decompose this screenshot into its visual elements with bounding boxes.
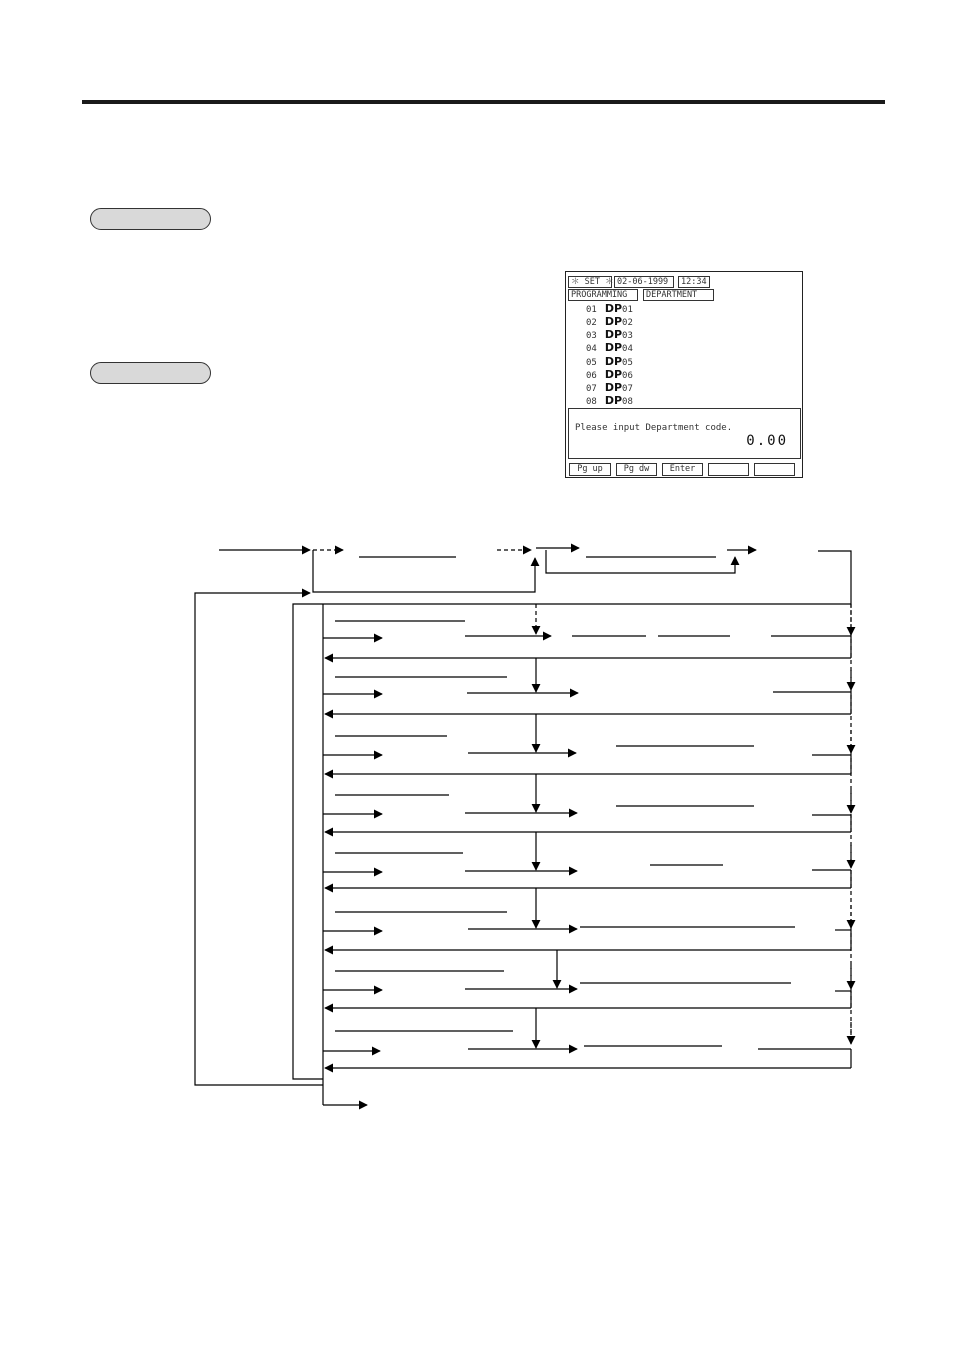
lcd-value: 0.00 <box>746 433 788 449</box>
lcd-prompt: Please input Department code. <box>575 423 733 433</box>
lcd-dept-row: 01 DP01 <box>586 302 633 315</box>
lcd-dept-row: 03 DP03 <box>586 328 633 341</box>
lcd-dept-row: 04 DP04 <box>586 341 633 354</box>
lcd-submenu-box: DEPARTMENT <box>643 289 714 301</box>
lcd-dept-row: 06 DP06 <box>586 368 633 381</box>
fkey-page-down[interactable]: Pg dw <box>616 463 657 476</box>
lcd-menu-box: PROGRAMMING <box>568 289 638 301</box>
lcd-dept-row: 08 DP08 <box>586 394 633 407</box>
lcd-dept-row: 05 DP05 <box>586 355 633 368</box>
lcd-dept-row: 02 DP02 <box>586 315 633 328</box>
lcd-mode-box: ＊ SET ＊ <box>568 276 612 288</box>
fkey-page-up[interactable]: Pg up <box>569 463 611 476</box>
lcd-time-box: 12:34 <box>678 276 710 288</box>
lcd-date-box: 02-06-1999 <box>614 276 674 288</box>
lcd-dept-row: 07 DP07 <box>586 381 633 394</box>
fkey-enter[interactable]: Enter <box>662 463 703 476</box>
